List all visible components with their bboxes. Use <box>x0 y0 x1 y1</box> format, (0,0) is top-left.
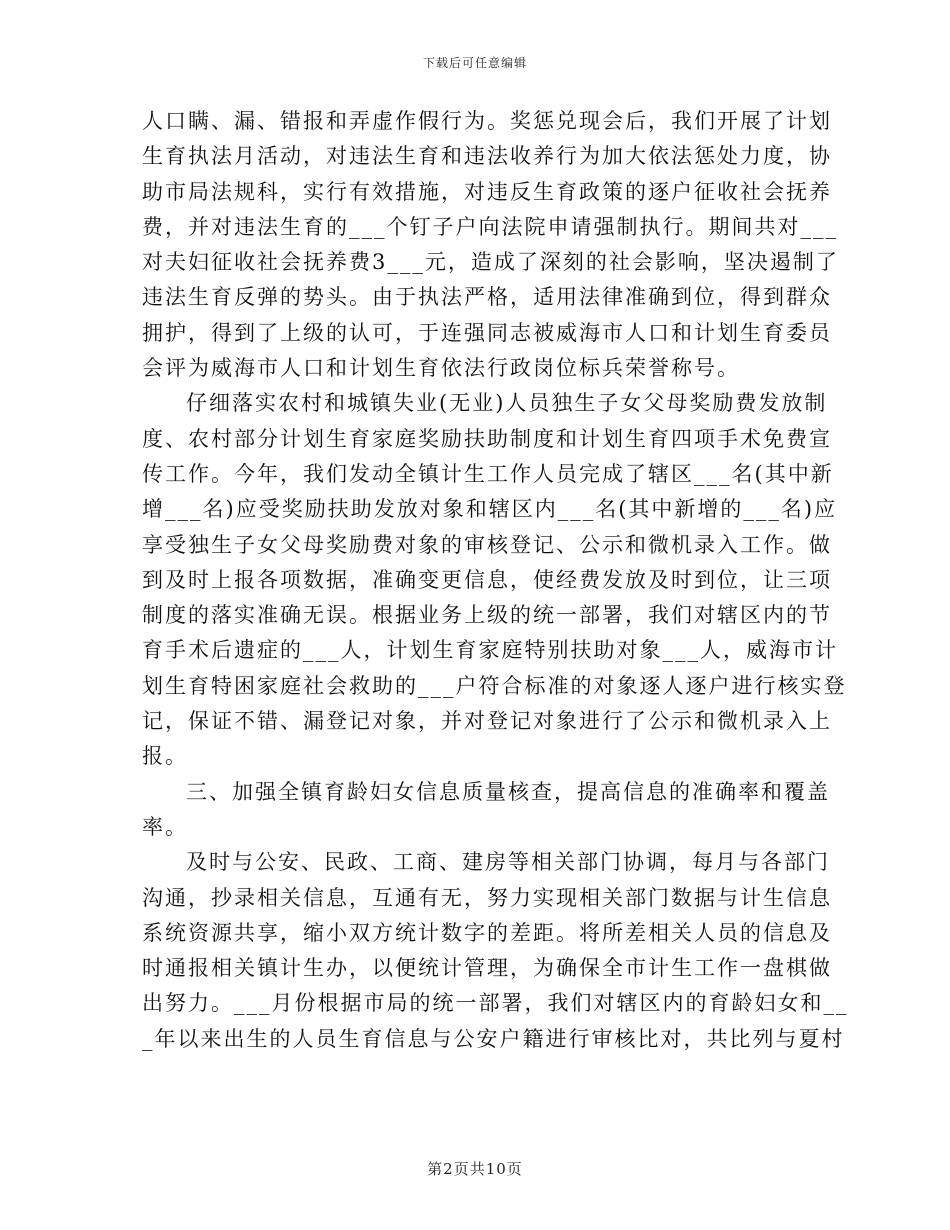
text-line: 享受独生子女父母奖励费对象的审核登记、公示和微机录入工作。做 <box>142 532 832 557</box>
text-line: _年以来出生的人员生育信息与公安户籍进行审核比对，共比列与夏村 <box>142 1026 845 1051</box>
text-line: 人口瞒、漏、错报和弄虚作假行为。奖惩兑现会后，我们开展了计划 <box>142 109 832 133</box>
text-line: 时通报相关镇计生办，以便统计管理，为确保全市计生工作一盘棋做 <box>142 956 832 981</box>
text-line: 传工作。今年，我们发动全镇计生工作人员完成了辖区___名(其中新 <box>142 461 834 486</box>
text-line: 记，保证不错、漏登记对象，并对登记对象进行了公示和微机录入上 <box>142 709 832 734</box>
page-footer: 第2页共10页 <box>427 1160 523 1178</box>
text-line: 三、加强全镇育龄妇女信息质量核查，提高信息的准确率和覆盖 <box>186 779 830 804</box>
text-line: 率。 <box>142 814 188 839</box>
text-line: 增___名)应受奖励扶助发放对象和辖区内___名(其中新增的___名)应 <box>142 497 838 522</box>
text-line: 助市局法规科，实行有效措施，对违反生育政策的逐户征收社会抚养 <box>142 179 832 204</box>
page-header: 下载后可任意编辑 <box>422 56 527 70</box>
text-line: 出努力。___月份根据市局的统一部署，我们对辖区内的育龄妇女和__ <box>142 991 849 1016</box>
paragraph <box>142 386 847 774</box>
paragraph <box>142 845 849 1057</box>
text-line: 生育执法月活动，对违法生育和违法收养行为加大依法惩处力度，协 <box>142 144 832 169</box>
text-line: 违法生育反弹的势头。由于执法严格，适用法律准确到位，得到群众 <box>142 285 832 310</box>
text-line: 拥护，得到了上级的认可，于连强同志被威海市人口和计划生育委员 <box>142 320 832 345</box>
paragraph <box>142 775 830 846</box>
document-body <box>142 104 849 1057</box>
text-line: 系统资源共享，缩小双方统计数字的差距。将所差相关人员的信息及 <box>142 920 832 945</box>
text-line: 对夫妇征收社会抚养费3___元，造成了深刻的社会影响，坚决遏制了 <box>142 250 839 275</box>
text-line: 仔细落实农村和城镇失业(无业)人员独生子女父母奖励费发放制 <box>186 391 828 416</box>
text-line: 及时与公安、民政、工商、建房等相关部门协调，每月与各部门 <box>186 850 830 875</box>
text-line: 到及时上报各项数据，准确变更信息，使经费发放及时到位，让三项 <box>142 567 832 592</box>
text-line: 度、农村部分计划生育家庭奖励扶助制度和计划生育四项手术免费宣 <box>142 426 832 451</box>
text-line: 育手术后遗症的___人，计划生育家庭特别扶助对象___人，威海市计 <box>142 638 838 663</box>
text-line: 沟通，抄录相关信息，互通有无，努力实现相关部门数据与计生信息 <box>142 885 832 910</box>
text-line: 费，并对违法生育的___个钉子户向法院申请强制执行。期间共对___ <box>142 214 838 239</box>
text-line: 会评为威海市人口和计划生育依法行政岗位标兵荣誉称号。 <box>142 356 740 381</box>
text-line: 报。 <box>142 744 188 769</box>
text-line: 制度的落实准确无误。根据业务上级的统一部署，我们对辖区内的节 <box>142 603 832 628</box>
text-line: 划生育特困家庭社会救助的___户符合标准的对象逐人逐户进行核实登 <box>142 673 847 698</box>
paragraph <box>142 104 839 386</box>
